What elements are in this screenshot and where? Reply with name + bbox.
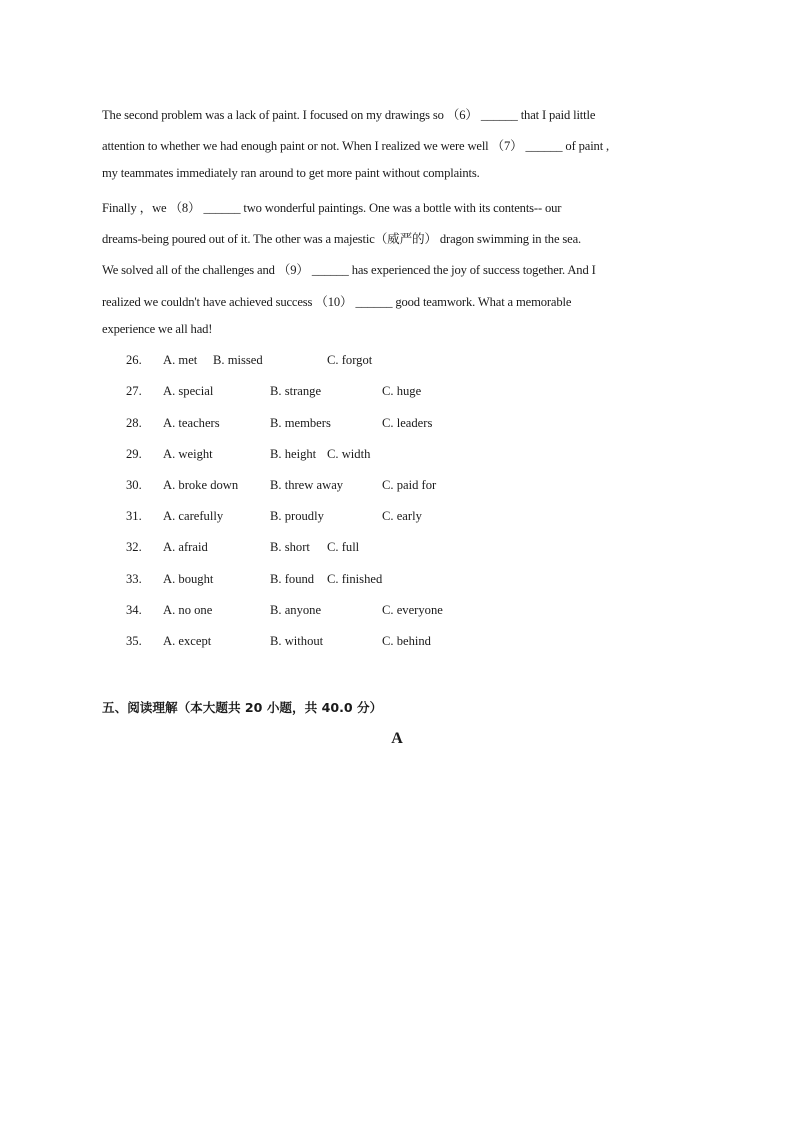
question-number: 29. <box>126 447 142 461</box>
passage-title: A <box>391 730 403 747</box>
question-number: 31. <box>126 509 142 523</box>
question-number: 33. <box>126 572 142 586</box>
question-number: 26. <box>126 353 142 367</box>
passage-line: dreams-being poured out of it. The other was a majestic（威严的） dragon swimming in the sea. <box>102 232 582 246</box>
option-a: A. broke down <box>163 478 239 492</box>
option-a: A. except <box>163 634 212 648</box>
option-b: B. height <box>270 447 317 461</box>
option-a: A. special <box>163 384 214 398</box>
option-b: B. members <box>270 416 331 430</box>
option-c: C. early <box>382 509 422 523</box>
option-b: B. missed <box>213 353 263 367</box>
passage-line: We solved all of the challenges and （9） ______ has experienced the joy of success together. And I <box>102 263 596 277</box>
option-c: C. behind <box>382 634 431 648</box>
option-c: C. forgot <box>327 353 373 367</box>
question-number: 35. <box>126 634 142 648</box>
option-a: A. teachers <box>163 416 220 430</box>
option-c: C. leaders <box>382 416 433 430</box>
option-c: C. everyone <box>382 603 443 617</box>
option-a: A. afraid <box>163 540 208 554</box>
question-number: 30. <box>126 478 142 492</box>
option-b: B. found <box>270 572 315 586</box>
question-number: 34. <box>126 603 142 617</box>
section-heading: 五、阅读理解（本大题共 20 小题，共 40.0 分） <box>102 700 383 715</box>
passage-line: my teammates immediately ran around to get more paint without complaints. <box>102 166 480 180</box>
question-number: 28. <box>126 416 142 430</box>
option-b: B. short <box>270 540 310 554</box>
option-c: C. full <box>327 540 360 554</box>
option-a: A. met <box>163 353 198 367</box>
passage-line: experience we all had! <box>102 322 213 336</box>
option-b: B. anyone <box>270 603 322 617</box>
option-a: A. weight <box>163 447 213 461</box>
passage-line: Finally ，we （8） ______ two wonderful paintings. One was a bottle with its contents-- our <box>102 201 562 215</box>
option-b: B. threw away <box>270 478 344 492</box>
option-b: B. without <box>270 634 324 648</box>
option-c: C. finished <box>327 572 383 586</box>
passage-line: attention to whether we had enough paint or not. When I realized we were well （7） ______ of paint , <box>102 139 610 153</box>
option-c: C. huge <box>382 384 422 398</box>
option-b: B. strange <box>270 384 322 398</box>
passage-line: realized we couldn't have achieved success （10） ______ good teamwork. What a memorable <box>102 295 572 309</box>
question-number: 27. <box>126 384 142 398</box>
option-c: C. width <box>327 447 371 461</box>
option-a: A. no one <box>163 603 213 617</box>
option-b: B. proudly <box>270 509 324 523</box>
question-number: 32. <box>126 540 142 554</box>
option-a: A. carefully <box>163 509 224 523</box>
option-a: A. bought <box>163 572 214 586</box>
option-c: C. paid for <box>382 478 437 492</box>
passage-line: The second problem was a lack of paint. I focused on my drawings so （6） ______ that I paid little <box>102 108 596 122</box>
